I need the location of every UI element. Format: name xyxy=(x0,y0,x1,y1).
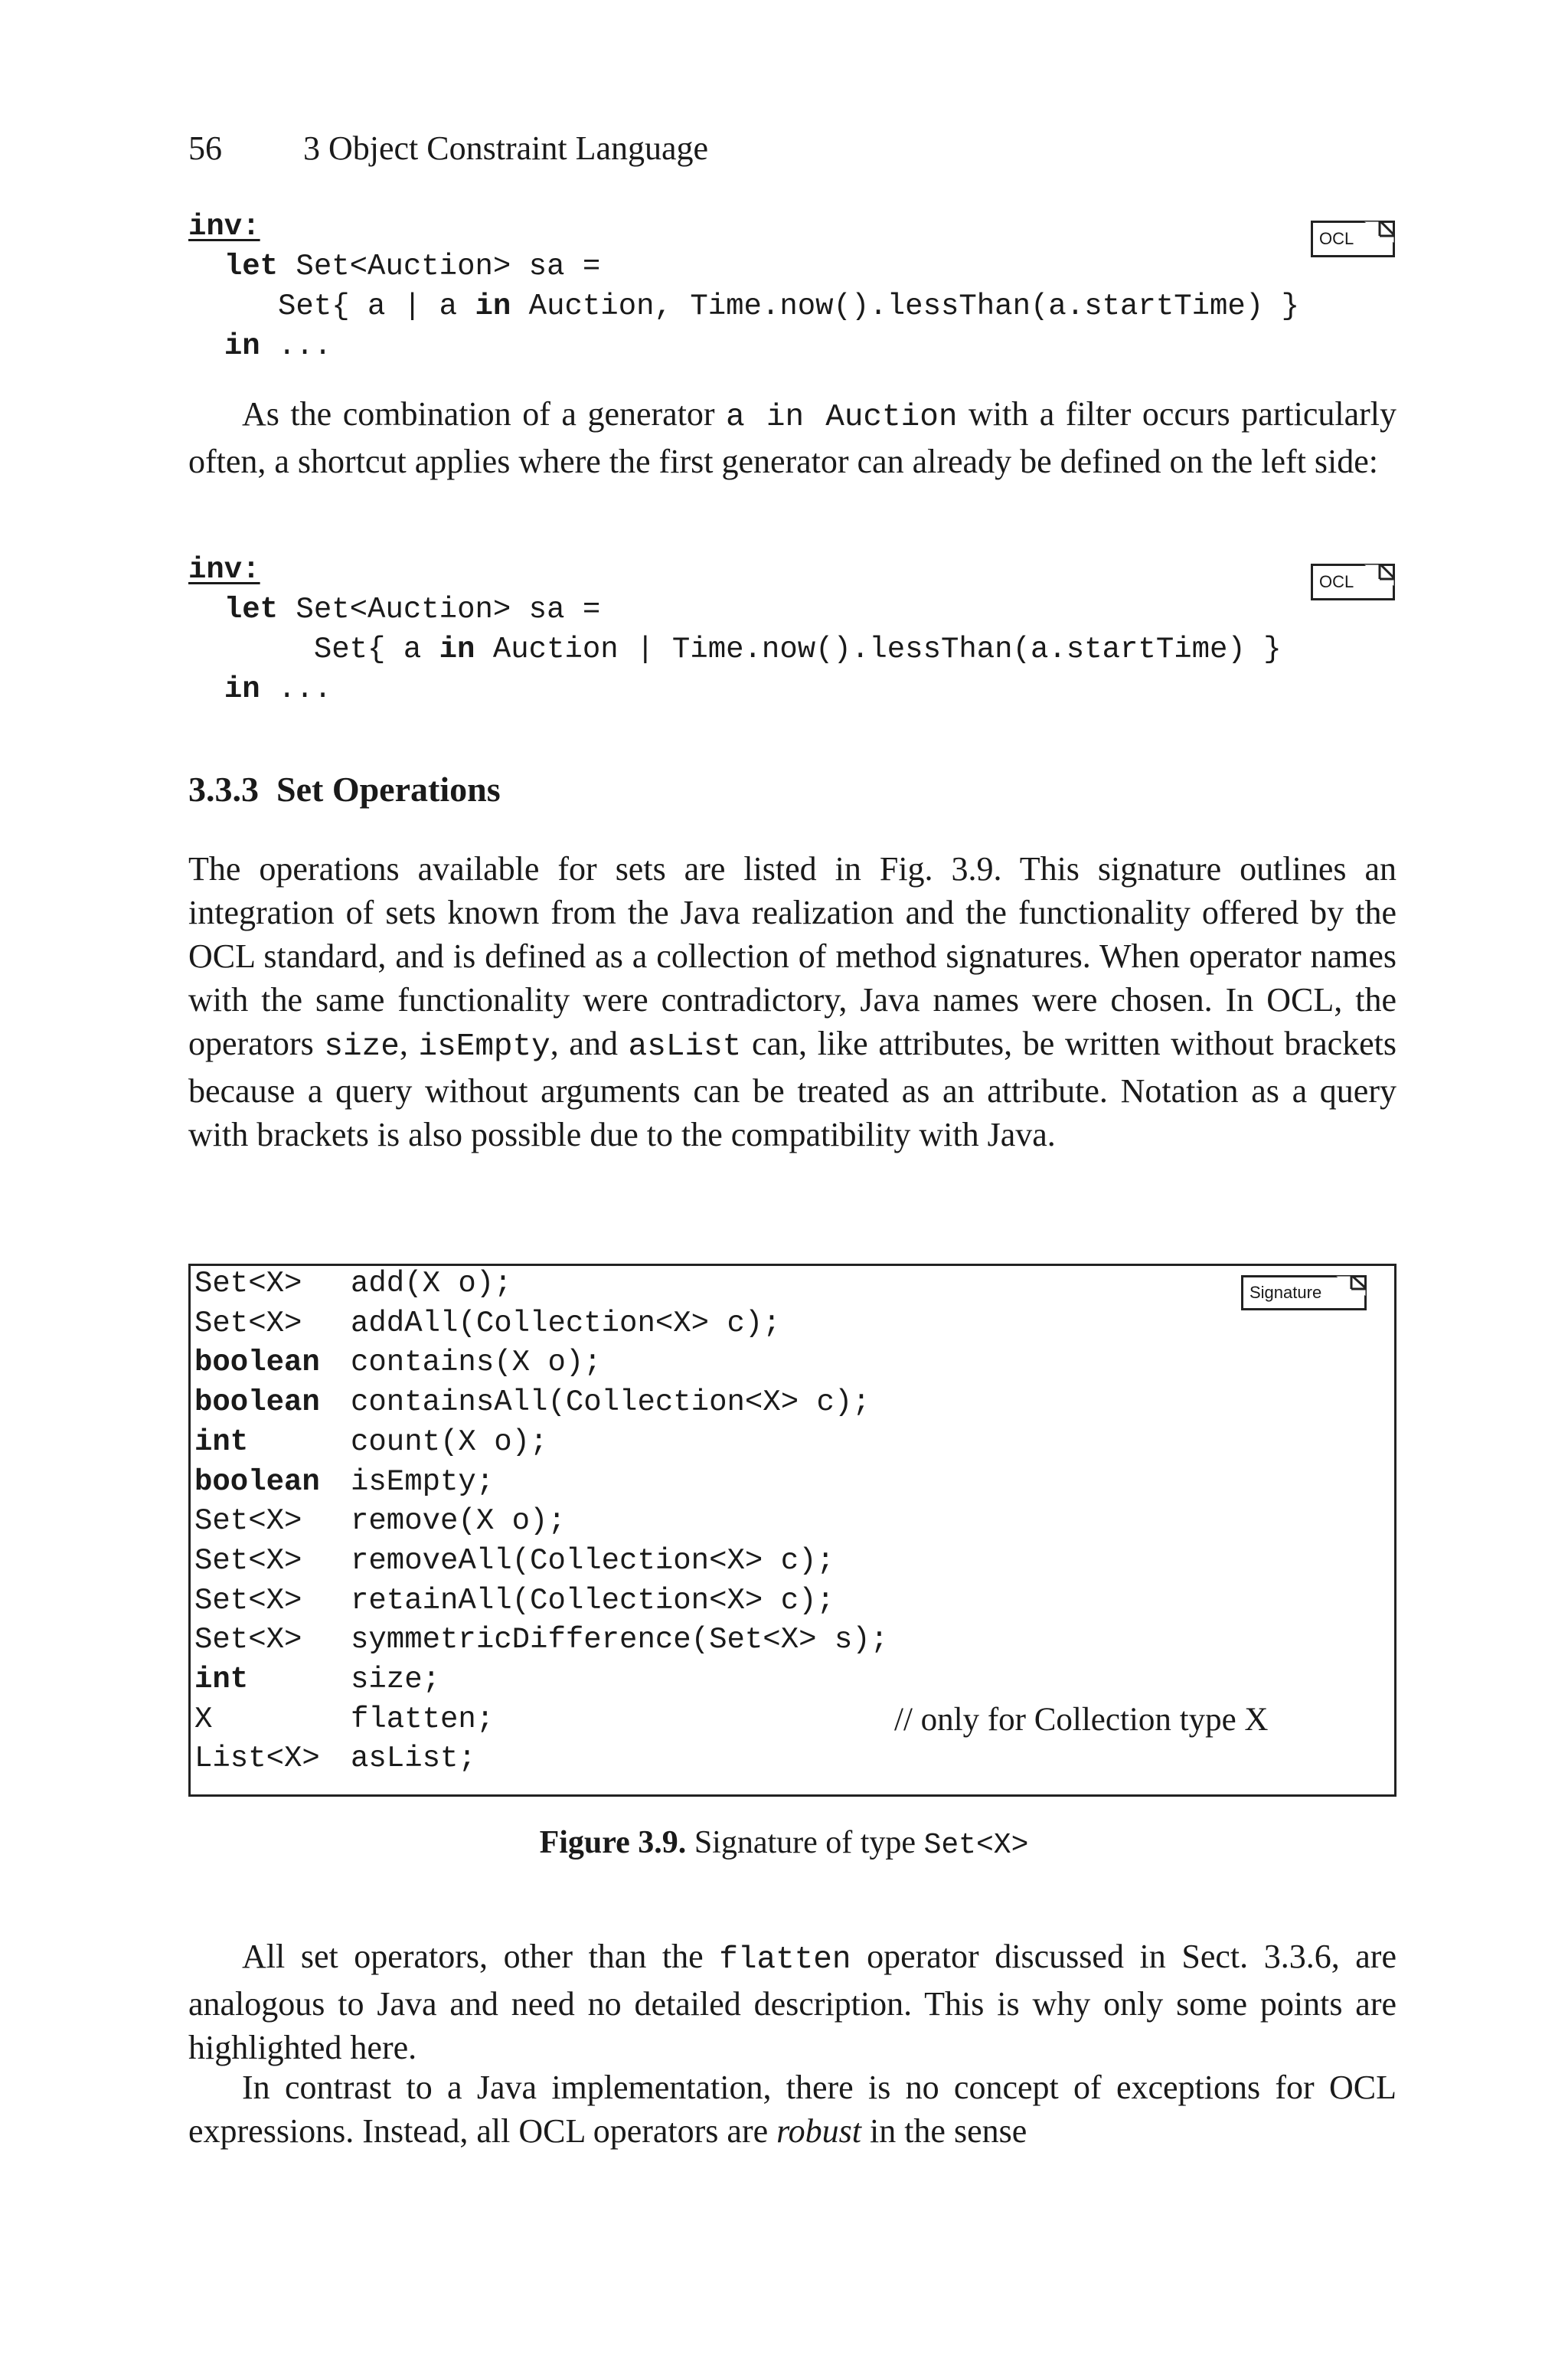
code-line xyxy=(188,207,260,247)
signature-return-type: List<X> xyxy=(194,1742,320,1776)
code-keyword: inv: xyxy=(188,210,260,244)
signature-row xyxy=(194,1703,494,1736)
inline-code: asList xyxy=(628,1029,742,1065)
code-text: Set{ a | a xyxy=(188,289,475,323)
code-line xyxy=(188,590,600,630)
code-keyword: in xyxy=(224,672,260,706)
section-number: 3.3.3 xyxy=(188,770,259,809)
signature-row xyxy=(194,1465,494,1499)
section-heading xyxy=(188,769,501,810)
ocl-tag-label: OCL xyxy=(1319,572,1354,591)
signature-row xyxy=(194,1742,476,1775)
paragraph-text: operator discussed in Sect. 3.3.6, are analogous to Java and need no detailed description. This is why only some points are highlighted here. xyxy=(188,1938,1396,2066)
paragraph-text: in the sense xyxy=(861,2112,1027,2150)
code-text: Auction, Time.now().lessThan(a.startTime) } xyxy=(511,289,1300,323)
signature-method: flatten; xyxy=(351,1702,495,1736)
code-line xyxy=(188,326,332,366)
caption-code: Set<X> xyxy=(923,1829,1029,1862)
paragraph-4 xyxy=(188,2066,1396,2153)
code-keyword: let xyxy=(224,593,279,626)
paragraph-1 xyxy=(188,392,1396,483)
paragraph-3 xyxy=(188,1935,1396,2069)
code-text xyxy=(188,250,224,283)
code-text: ... xyxy=(260,672,332,706)
ocl-code-block-1 xyxy=(188,207,1398,369)
signature-return-type: Set<X> xyxy=(194,1623,302,1657)
paragraph-text: In contrast to a Java implementation, there is no concept of exceptions for OCL expressions. Instead, all OCL operators are xyxy=(188,2069,1396,2150)
code-text xyxy=(188,672,224,706)
folded-corner-icon xyxy=(1334,1275,1367,1297)
caption-text: Signature of type xyxy=(686,1825,924,1860)
signature-method: isEmpty; xyxy=(351,1464,495,1499)
signature-comment: // only for Collection type X xyxy=(894,1701,1269,1738)
code-line xyxy=(188,247,600,286)
signature-return-type: boolean xyxy=(194,1464,320,1499)
paragraph-text: The operations available for sets are listed in Fig. 3.9. This signature outlines an integration of sets known from the Java realization and the functionality offered by the OCL standard, and is defined as a collection of method signatures. When operator names with the same functionality were contradictory, Java names were chosen. In OCL, the operators xyxy=(188,850,1396,1062)
signature-row xyxy=(194,1307,781,1340)
code-line xyxy=(188,550,260,590)
signature-return-type: boolean xyxy=(194,1346,320,1380)
folded-corner-icon xyxy=(1363,564,1395,587)
signature-method: asList; xyxy=(351,1742,476,1776)
signature-return-type: Set<X> xyxy=(194,1543,302,1578)
signature-row xyxy=(194,1623,888,1657)
signature-return-type: Set<X> xyxy=(194,1306,302,1340)
ocl-tag-label: OCL xyxy=(1319,229,1354,248)
signature-return-type: Set<X> xyxy=(194,1583,302,1617)
code-keyword: in xyxy=(439,633,475,666)
code-keyword: in xyxy=(224,329,260,363)
signature-method: removeAll(Collection<X> c); xyxy=(351,1543,835,1578)
signature-row xyxy=(194,1504,566,1538)
signature-method: addAll(Collection<X> c); xyxy=(351,1306,781,1340)
paragraph-text: As the combination of a generator xyxy=(242,395,727,433)
signature-method: retainAll(Collection<X> c); xyxy=(351,1583,835,1617)
signature-row xyxy=(194,1544,835,1578)
code-text xyxy=(188,593,224,626)
ocl-tag-1 xyxy=(1311,221,1395,257)
signature-return-type: X xyxy=(194,1702,213,1736)
signature-method: count(X o); xyxy=(351,1425,548,1459)
signature-return-type: int xyxy=(194,1425,249,1459)
signature-row xyxy=(194,1385,871,1419)
inline-code: size xyxy=(324,1029,400,1065)
code-text: ... xyxy=(260,329,332,363)
paragraph-text: , and xyxy=(550,1025,629,1062)
ocl-code-block-2 xyxy=(188,550,1398,712)
code-text: Auction | Time.now().lessThan(a.startTime) } xyxy=(475,633,1282,666)
folded-corner-icon xyxy=(1363,221,1395,244)
signature-method: symmetricDifference(Set<X> s); xyxy=(351,1623,889,1657)
section-title: Set Operations xyxy=(276,770,501,809)
inline-code: a in Auction xyxy=(726,400,958,435)
signature-tag-label: Signature xyxy=(1250,1283,1322,1302)
signature-return-type: Set<X> xyxy=(194,1504,302,1539)
code-text xyxy=(188,329,224,363)
signature-row xyxy=(194,1425,547,1459)
ocl-tag-2 xyxy=(1311,564,1395,600)
code-keyword: in xyxy=(475,289,511,323)
signature-row xyxy=(194,1346,602,1379)
signature-method: contains(X o); xyxy=(351,1346,602,1380)
paragraph-text: with a filter occurs particularly often, a shortcut applies where the first generator can already be defined on the left side: xyxy=(188,395,1397,480)
chapter-title: 3 Object Constraint Language xyxy=(303,129,709,167)
paragraph-text: , xyxy=(399,1025,419,1062)
paragraph-text: All set operators, other than the xyxy=(242,1938,720,1975)
code-text: Set<Auction> sa = xyxy=(278,593,601,626)
signature-row xyxy=(194,1584,835,1617)
inline-code: flatten xyxy=(719,1942,851,1977)
signature-method: add(X o); xyxy=(351,1267,512,1300)
code-line xyxy=(188,669,332,709)
caption-label: Figure 3.9. xyxy=(539,1825,687,1860)
code-text: Set{ a xyxy=(188,633,439,666)
paragraph-text: can, like attributes, be written without brackets because a query without arguments can be treated as an attribute. Notation as a query with brackets is also possible due to the compatibility with Java. xyxy=(188,1025,1397,1153)
signature-row xyxy=(194,1267,512,1300)
inline-code: isEmpty xyxy=(418,1029,550,1065)
signature-method: containsAll(Collection<X> c); xyxy=(351,1385,871,1420)
signature-method: remove(X o); xyxy=(351,1504,566,1539)
code-text: Set<Auction> sa = xyxy=(278,250,601,283)
signature-method: size; xyxy=(351,1663,441,1696)
signature-return-type: int xyxy=(194,1663,249,1696)
page-number: 56 xyxy=(188,129,222,167)
code-line xyxy=(188,286,1299,326)
running-header xyxy=(188,129,708,168)
code-keyword: inv: xyxy=(188,553,260,587)
code-keyword: let xyxy=(224,250,279,283)
signature-return-type: boolean xyxy=(194,1385,320,1420)
signature-row xyxy=(194,1663,440,1696)
emphasis-text: robust xyxy=(776,2112,861,2150)
code-line xyxy=(188,630,1282,669)
signature-return-type: Set<X> xyxy=(194,1267,302,1300)
signature-tag xyxy=(1241,1275,1367,1310)
figure-caption xyxy=(0,1824,1568,1862)
paragraph-2 xyxy=(188,847,1396,1156)
